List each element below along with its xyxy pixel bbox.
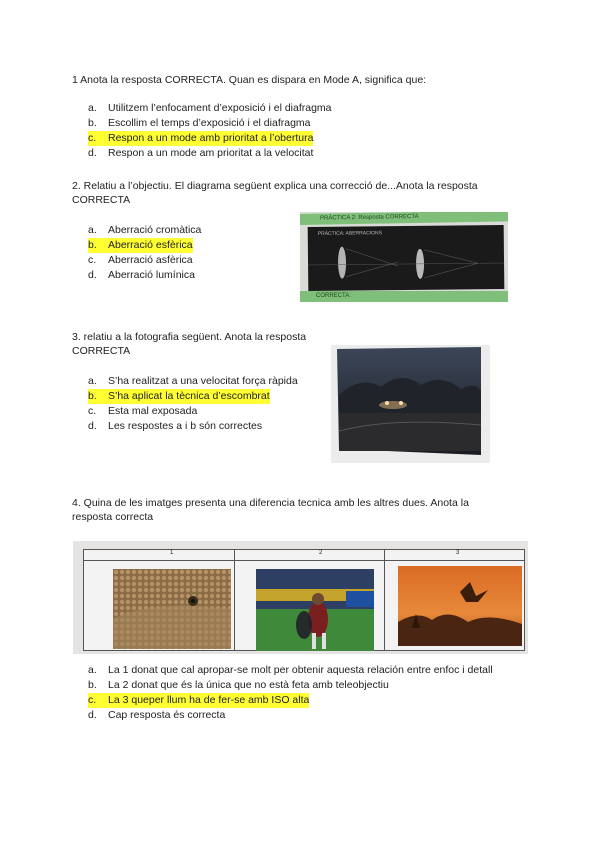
option-1b[interactable]: b. Escollim el temps d’exposició i el diafragma xyxy=(88,117,311,129)
option-4c-highlighted[interactable]: c. La 3 queper llum ha de fer-se amb ISO alta xyxy=(88,694,310,706)
green-banner-top: PRÀCTICA 2: Resposta CORRECTA xyxy=(300,212,508,225)
option-2c[interactable]: c. Aberració asfèrica xyxy=(88,254,193,266)
option-4b[interactable]: b. La 2 donat que és la única que no està feta amb teleobjectiu xyxy=(88,679,389,691)
lens-diagram xyxy=(308,225,505,291)
option-1d[interactable]: d. Respon a un mode am prioritat a la velocitat xyxy=(88,147,314,159)
question-4-text: 4. Quina de les imatges presenta una diferencia tecnica amb les altres dues. Anota la resposta correcta xyxy=(72,497,469,523)
question-4-options xyxy=(88,663,493,723)
option-3d[interactable]: d. Les respostes a i b són correctes xyxy=(88,420,263,432)
night-scene-image xyxy=(331,345,490,463)
panel-number-1: 1 xyxy=(170,550,174,556)
panel-number-2: 2 xyxy=(319,550,323,556)
dark-diagram-sheet xyxy=(308,225,505,291)
lizard-photo xyxy=(113,569,231,649)
option-3c[interactable]: c. Esta mal exposada xyxy=(88,405,198,417)
option-3b-highlighted[interactable]: b. S’ha aplicat la tècnica d’escombrat xyxy=(88,390,270,402)
question-3-text: 3. relatiu a la fotografia següent. Anota la resposta CORRECTA xyxy=(72,331,307,357)
option-2a[interactable]: a. Aberració cromàtica xyxy=(88,224,202,236)
rugby-photo xyxy=(256,569,374,651)
option-4d[interactable]: d. Cap resposta és correcta xyxy=(88,709,226,721)
diagram-caption: PRÀCTICA: ABERRACIONS xyxy=(317,230,382,237)
bird-sunset-photo xyxy=(398,566,522,646)
three-panel-photo xyxy=(73,541,528,654)
aberration-diagram-photo xyxy=(300,212,508,302)
question-1-options xyxy=(88,101,332,161)
panel-number-3: 3 xyxy=(456,550,460,556)
green-banner-bottom: CORRECTA: xyxy=(300,291,508,302)
option-3a[interactable]: a. S’ha realitzat a una velocitat força ràpida xyxy=(88,375,298,387)
option-2b-highlighted[interactable]: b. Aberració esfèrica xyxy=(88,239,193,251)
question-3-options xyxy=(88,374,298,434)
question-1-text: 1 Anota la resposta CORRECTA. Quan es dispara en Mode A, significa que: xyxy=(72,74,427,86)
option-4a[interactable]: a. La 1 donat que cal apropar-se molt per obtenir aquesta relación entre enfoc i detall xyxy=(88,664,493,676)
option-2d[interactable]: d. Aberració lumínica xyxy=(88,269,195,281)
option-1a[interactable]: a. Utilitzem l’enfocament d’exposició i el diafragma xyxy=(88,102,332,114)
question-2-options xyxy=(88,223,201,283)
option-1c-highlighted[interactable]: c. Respon a un mode amb prioritat a l’obertura xyxy=(88,132,314,144)
night-car-photo xyxy=(331,345,490,463)
question-2-text: 2. Relatiu a l’objectiu. El diagrama següent explica una correcció de...Anota la resposta CORRECTA xyxy=(72,180,478,206)
